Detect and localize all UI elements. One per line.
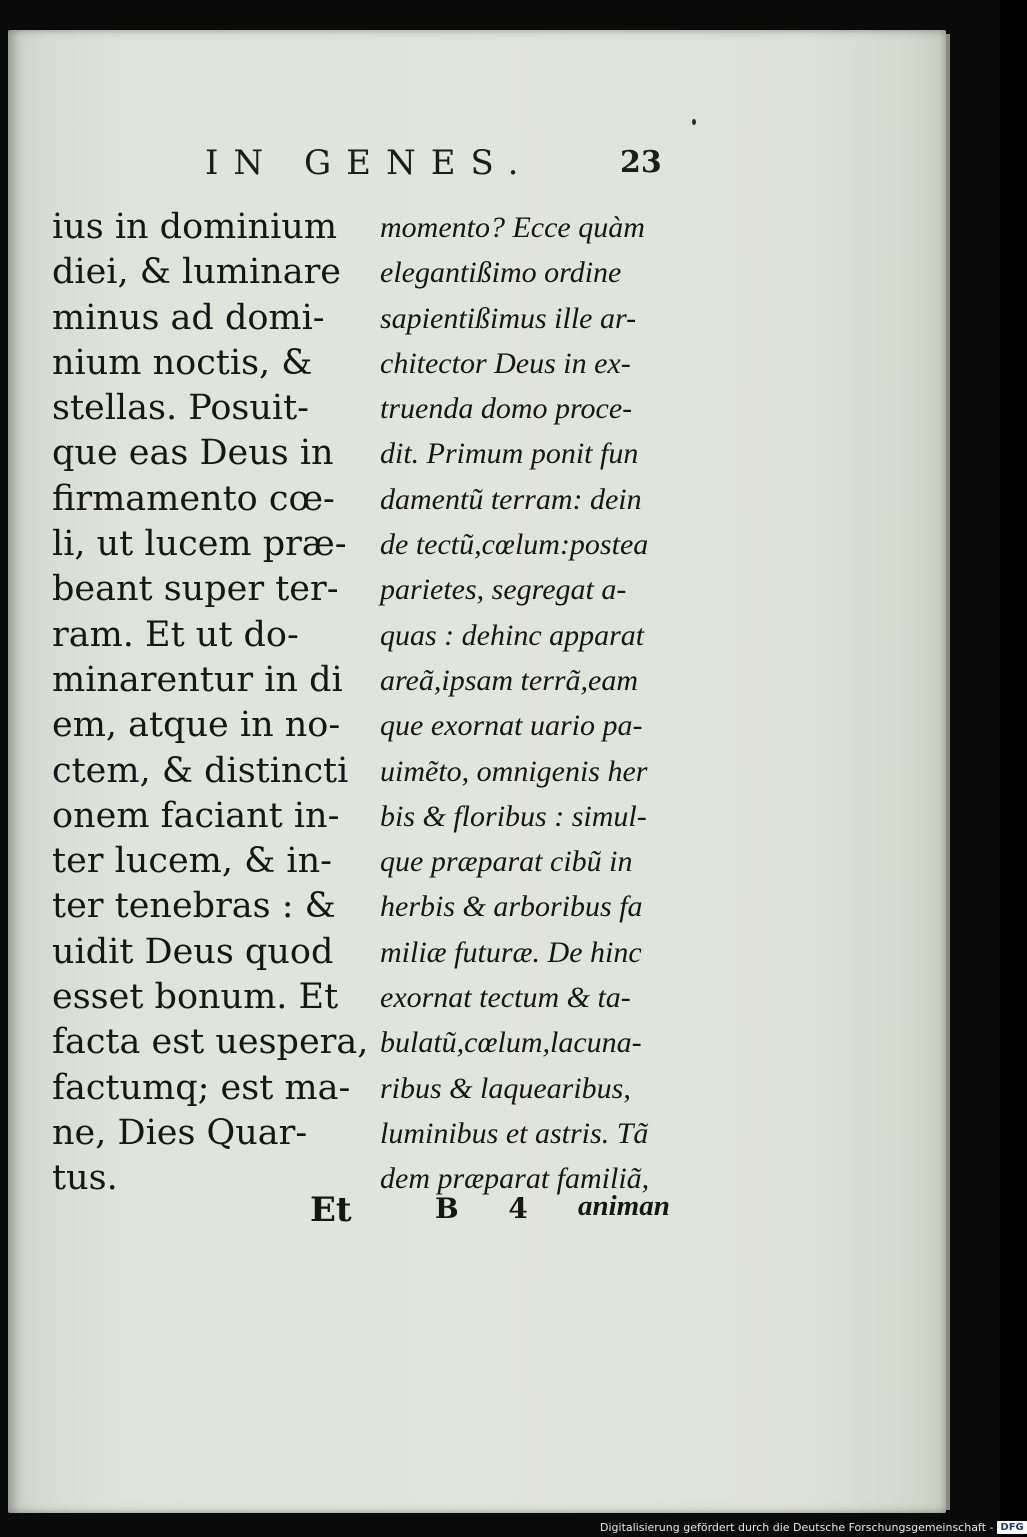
ink-speck (692, 119, 696, 125)
text-line: herbis & arboribus fa (380, 890, 643, 924)
text-line: bis & floribus : simul- (380, 799, 647, 833)
page-number: 23 (620, 145, 662, 180)
text-line: quas : dehinc apparat (380, 618, 645, 652)
text-line: que præparat cibũ in (380, 845, 633, 879)
text-line: dem præparat familiã, (380, 1162, 650, 1196)
text-line: diei, & luminare (52, 252, 342, 293)
text-line: facta est uespera, (52, 1022, 369, 1063)
text-line: ter tenebras : & (52, 886, 336, 927)
signature-mark: B 4 (435, 1192, 548, 1225)
text-line: li, ut lucem præ- (52, 524, 347, 565)
footer-text: Digitalisierung gefördert durch die Deutsche Forschungsgemeinschaft - (600, 1520, 994, 1534)
running-title: IN GENES. (205, 143, 534, 183)
digitization-footer (600, 1519, 1027, 1535)
text-line: exornat tectum & ta- (380, 981, 631, 1015)
dfg-logo-icon: DFG (997, 1521, 1026, 1534)
text-line: elegantißimo ordine (380, 256, 622, 290)
text-line: uidit Deus quod (52, 931, 334, 972)
text-line: momento? Ecce quàm (380, 211, 645, 244)
text-line: tus. (52, 1158, 118, 1199)
text-line: minus ad domi- (52, 297, 325, 338)
running-head (0, 143, 1000, 193)
left-column (52, 205, 369, 1202)
text-line: stellas. Posuit- (52, 388, 309, 429)
text-line: areã,ipsam terrã,eam (380, 663, 639, 697)
text-line: minarentur in di (52, 659, 343, 700)
text-line: firmamento cœ- (52, 478, 335, 519)
text-line: ram. Et ut do- (52, 614, 299, 655)
text-line: ius in dominium (52, 207, 338, 247)
text-line: ter lucem, & in- (52, 841, 332, 882)
text-line: ribus & laquearibus, (380, 1071, 631, 1105)
text-line: sapientißimus ille ar- (380, 301, 637, 335)
text-line: bulatũ,cœlum,lacuna- (380, 1026, 642, 1060)
text-line: esset bonum. Et (52, 977, 339, 1018)
text-line: onem faciant in- (52, 795, 340, 836)
text-line: ne, Dies Quar- (52, 1112, 308, 1153)
text-line: que eas Deus in (52, 433, 334, 474)
catchword-left: Et (310, 1190, 352, 1230)
text-line: uimẽto, omnigenis her (380, 754, 648, 788)
right-column (380, 205, 690, 1202)
text-line: luminibus et astris. Tã (380, 1116, 649, 1150)
text-line: ctem, & distincti (52, 750, 349, 791)
text-line: parietes, segregat a- (380, 573, 627, 607)
text-line: damentũ terram: dein (380, 482, 642, 516)
text-line: dit. Primum ponit fun (380, 437, 639, 471)
text-line: beant super ter- (52, 569, 339, 610)
text-line: de tectũ,cœlum:postea (380, 528, 649, 562)
text-line: factumq; est ma- (52, 1067, 351, 1108)
catchword-right: animan (578, 1190, 670, 1222)
page-edge (946, 34, 950, 1510)
text-line: nium noctis, & (52, 342, 313, 383)
text-line: que exornat uario pa- (380, 709, 643, 743)
text-line: truenda domo proce- (380, 392, 633, 426)
text-line: chitector Deus in ex- (380, 346, 631, 380)
text-line: miliæ futuræ. De hinc (380, 935, 642, 969)
text-line: em, atque in no- (52, 705, 341, 746)
